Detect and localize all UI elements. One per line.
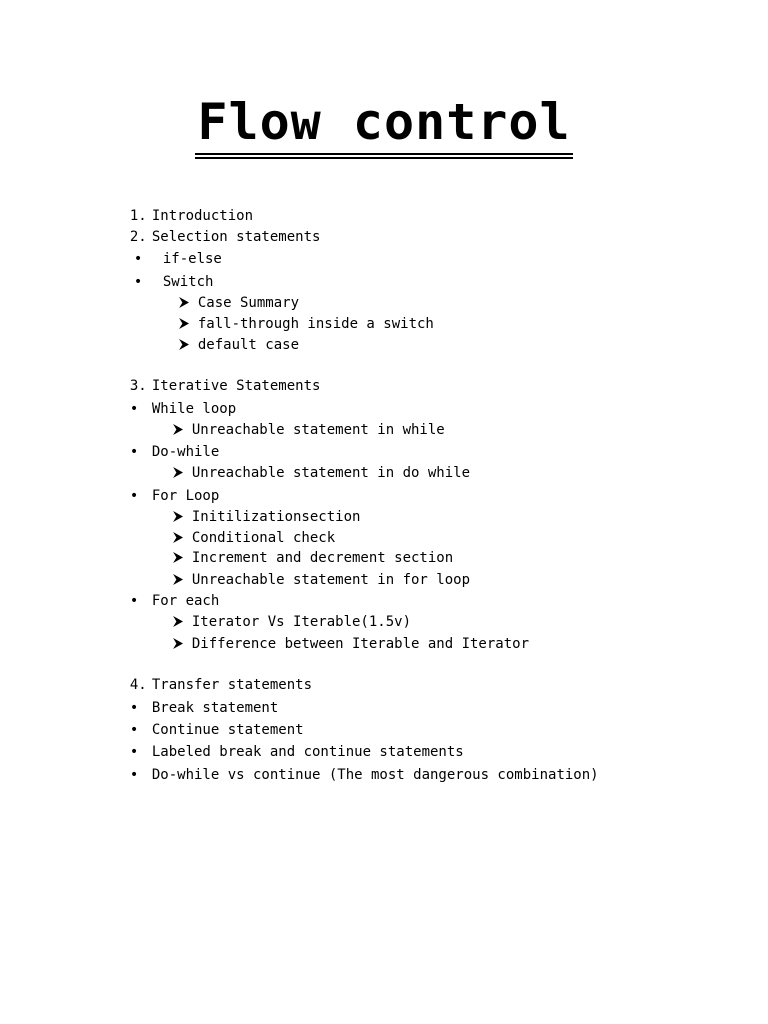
bullet-icon: •: [129, 444, 139, 460]
item-text: Do-while: [151, 444, 220, 460]
item-text: For Loop: [151, 488, 220, 504]
item-text: Switch: [162, 274, 214, 290]
item-text: fall-through inside a switch: [197, 316, 434, 332]
title-block: [0, 92, 768, 159]
item-text: Difference between Iterable and Iterator: [191, 636, 530, 652]
item-text: Selection statements: [151, 229, 321, 245]
bullet-icon: •: [129, 767, 139, 783]
bullet-item-do-while-vs-continue: [113, 748, 599, 784]
item-text: default case: [197, 337, 300, 353]
item-text: Break statement: [151, 700, 279, 716]
bullet-icon: •: [129, 744, 139, 760]
item-text: Initilizationsection: [191, 509, 361, 525]
item-text: if-else: [162, 251, 222, 267]
bullet-icon: •: [133, 274, 143, 290]
item-text: Case Summary: [197, 295, 300, 311]
bullet-icon: •: [129, 722, 139, 738]
bullet-icon: •: [129, 593, 139, 609]
item-text: Iterative Statements: [151, 378, 321, 394]
item-text: Transfer statements: [151, 677, 313, 693]
item-text: Do-while vs continue (The most dangerous combination): [151, 767, 599, 783]
item-text: Unreachable statement in for loop: [191, 572, 471, 588]
bullet-icon: •: [133, 251, 143, 267]
sub-item-difference-iterable: [155, 617, 529, 653]
page-title: Flow control: [195, 92, 572, 159]
section-number: 4.: [129, 677, 147, 693]
bullet-icon: •: [129, 401, 139, 417]
section-number: 3.: [129, 378, 147, 394]
bullet-icon: •: [129, 488, 139, 504]
item-text: Introduction: [151, 208, 254, 224]
item-text: Unreachable statement in while: [191, 422, 445, 438]
arrowhead-bullet-icon: [172, 638, 183, 649]
arrowhead-bullet-icon: [178, 339, 189, 350]
item-text: Labeled break and continue statements: [151, 744, 464, 760]
item-text: While loop: [151, 401, 237, 417]
item-text: Conditional check: [191, 530, 336, 546]
item-text: For each: [151, 593, 220, 609]
item-text: Unreachable statement in do while: [191, 465, 471, 481]
sub-item-default-case: [161, 318, 299, 354]
item-text: Continue statement: [151, 722, 304, 738]
section-number: 1.: [129, 208, 147, 224]
item-text: Increment and decrement section: [191, 550, 454, 566]
item-text: Iterator Vs Iterable(1.5v): [191, 614, 412, 630]
section-number: 2.: [129, 229, 147, 245]
bullet-icon: •: [129, 700, 139, 716]
